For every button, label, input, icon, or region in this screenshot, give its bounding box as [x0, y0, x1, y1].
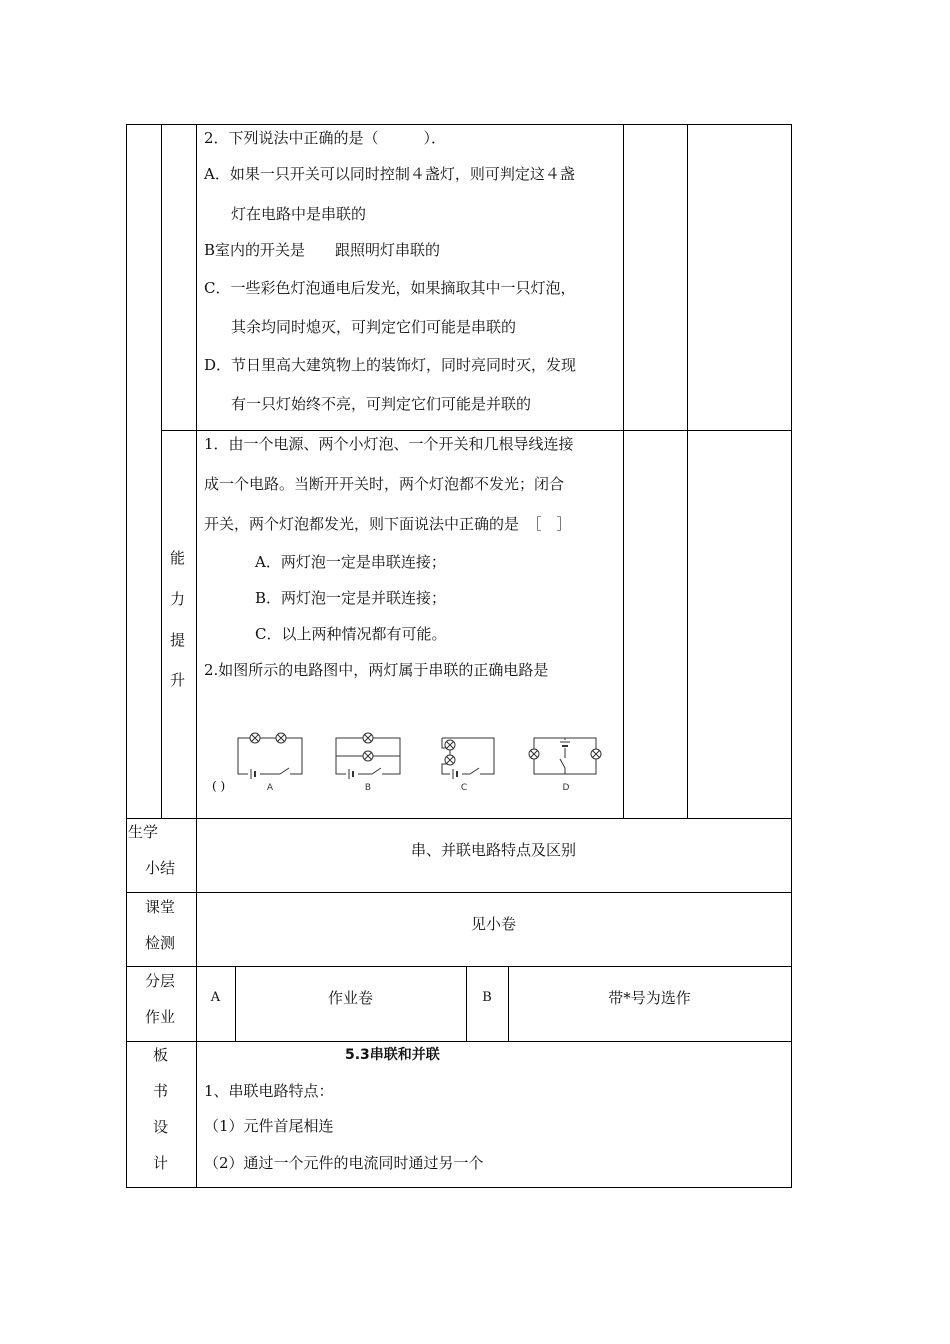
ability-label-char-2: 力: [170, 590, 186, 608]
row-divider-summary: [126, 818, 792, 819]
board-line-1: 1、串联电路特点：: [204, 1082, 334, 1100]
circuit-d: [529, 738, 601, 774]
ability-q1-option-a: A．两灯泡一定是串联连接；: [255, 553, 446, 571]
circuit-diagrams: [226, 728, 616, 800]
col-divider-2: [196, 124, 197, 1188]
circuit-label-a: A: [266, 783, 274, 793]
answer-blank: ( ): [212, 779, 226, 793]
board-line-3: （2）通过一个元件的电流同时通过另一个: [204, 1154, 484, 1172]
circuit-label-b: B: [364, 783, 372, 793]
table-border-left: [126, 124, 127, 1188]
homework-a-label: A: [210, 990, 221, 1005]
col-divider-4: [687, 124, 688, 819]
board-label-char-2: 书: [153, 1082, 169, 1100]
ability-q1-option-b: B．两灯泡一定是并联连接；: [255, 589, 447, 607]
q2-option-b: B室内的开关是 跟照明灯串联的: [204, 241, 441, 259]
q2-option-c-line1: C．一些彩色灯泡通电后发光，如果摘取其中一只灯泡，: [204, 279, 576, 297]
circuit-b: [336, 733, 400, 779]
q2-option-d-line2: 有一只灯始终不亮，可判定它们可能是并联的: [231, 395, 532, 413]
q2-option-a-line2: 灯在电路中是串联的: [231, 205, 367, 223]
board-label-char-1: 板: [153, 1046, 169, 1064]
col-divider-1: [161, 124, 162, 819]
ability-q1-line2: 成一个电路。当断开开关时，两个灯泡都不发光；闭合: [204, 475, 565, 493]
board-label-char-4: 计: [153, 1154, 169, 1172]
circuit-label-d: D: [562, 783, 570, 793]
homework-label-line1: 分层: [145, 972, 176, 990]
row-divider-homework: [126, 966, 792, 967]
ability-q2-stem: 2.如图所示的电路图中，两灯属于串联的正确电路是: [204, 661, 549, 679]
ability-q1-line1: 1．由一个电源、两个小灯泡、一个开关和几根导线连接: [204, 435, 574, 453]
summary-label-line2: 小结: [145, 859, 176, 877]
homework-b-label: B: [482, 990, 492, 1005]
classtest-label-line2: 检测: [145, 934, 176, 952]
q2-stem: 2．下列说法中正确的是（ ）．: [204, 129, 447, 147]
circuit-label-c: C: [460, 783, 468, 793]
circuit-a: [238, 733, 302, 779]
table-border-bottom: [126, 1187, 792, 1188]
classtest-content: 见小卷: [470, 915, 516, 933]
row-divider-classtest: [126, 892, 792, 893]
circuit-c: [442, 738, 494, 779]
q2-option-a-line1: A．如果一只开关可以同时控制４盏灯，则可判定这４盏: [204, 165, 575, 183]
ability-label-char-4: 升: [170, 671, 186, 689]
table-border-top: [126, 124, 792, 125]
table-border-right: [791, 124, 792, 1188]
row-divider-board: [126, 1041, 792, 1042]
q2-option-c-line2: 其余均同时熄灭，可判定它们可能是串联的: [231, 318, 517, 336]
homework-a-content: 作业卷: [327, 989, 373, 1007]
classtest-label-line1: 课堂: [145, 898, 176, 916]
ability-label-char-3: 提: [170, 631, 186, 649]
homework-label-line2: 作业: [145, 1008, 176, 1026]
row-divider-q2-ability: [161, 430, 792, 431]
homework-b-content: 带*号为选作: [608, 989, 691, 1007]
col-divider-3: [623, 124, 624, 819]
summary-label-line1: 生学: [128, 823, 159, 841]
ability-q1-option-c: C．以上两种情况都有可能。: [255, 625, 447, 643]
ability-label-char-1: 能: [170, 549, 186, 567]
board-title: 5.3串联和并联: [345, 1047, 440, 1063]
ability-q1-line3: 开关，两个灯泡都发光，则下面说法中正确的是 ［ ］: [204, 515, 572, 533]
q2-option-d-line1: D．节日里高大建筑物上的装饰灯，同时亮同时灭，发现: [204, 356, 577, 374]
board-line-2: （1）元件首尾相连: [204, 1117, 334, 1135]
board-label-char-3: 设: [153, 1118, 169, 1136]
summary-content: 串、并联电路特点及区别: [410, 841, 576, 859]
